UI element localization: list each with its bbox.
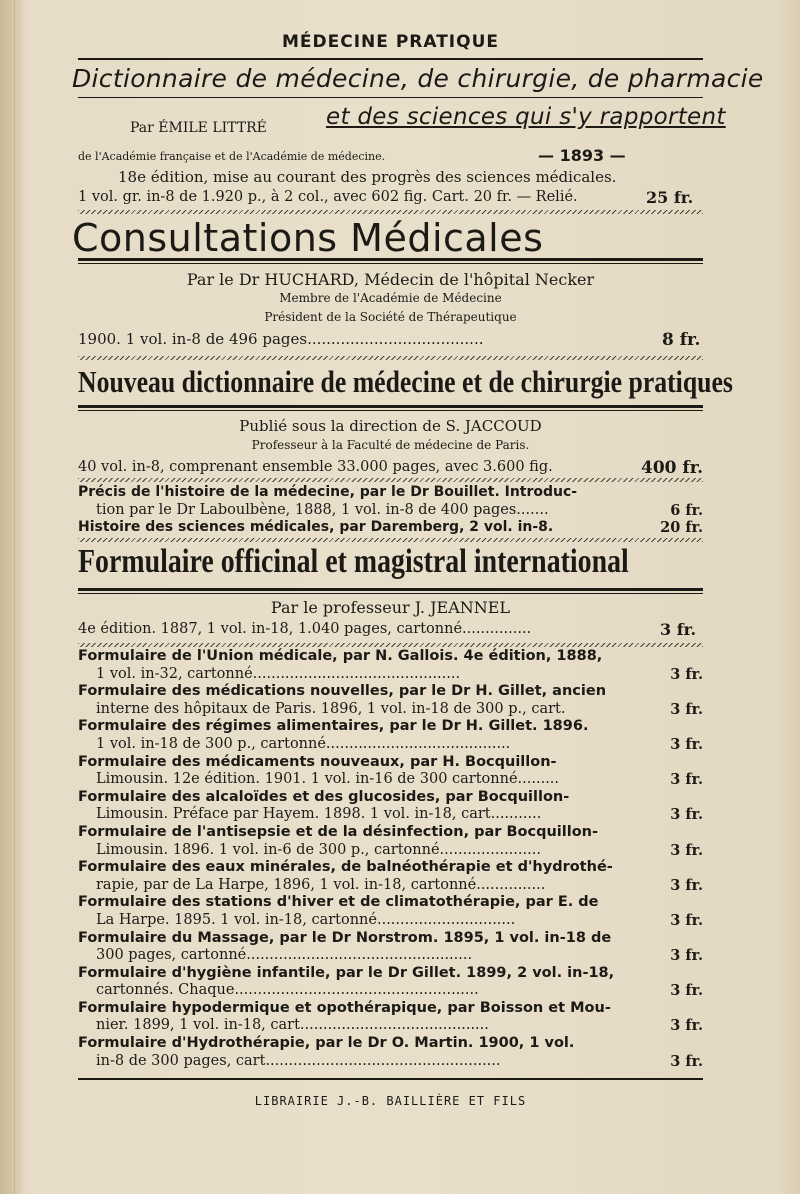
entry-detail-line: 300 pages, cartonné................................................. xyxy=(96,947,473,964)
entry-price: 3 fr. xyxy=(670,911,703,929)
huchard-member: Membre de l'Académie de Médecine xyxy=(279,291,502,305)
entry-title-line: Formulaire du Massage, par le Dr Norstrom. 1895, 1 vol. in-18 de xyxy=(78,929,612,946)
entry-title-line: Formulaire de l'Union médicale, par N. Gallois. 4e édition, 1888, xyxy=(78,648,603,664)
entry-detail-line: Limousin. 12e édition. 1901. 1 vol. in-16 de 300 cartonné......... xyxy=(96,771,560,788)
divider xyxy=(78,478,703,482)
entry-detail-line: 1 vol. in-18 de 300 p., cartonné........................................ xyxy=(96,735,511,752)
jaccoud-format: 40 vol. in-8, comprenant ensemble 33.000 pages, avec 3.600 fig. xyxy=(78,459,553,475)
divider xyxy=(78,405,703,411)
jeannel-title: Formulaire officinal et magistral international xyxy=(78,543,629,580)
divider xyxy=(78,97,703,98)
entry-price: 3 fr. xyxy=(670,806,703,824)
entry-price: 3 fr. xyxy=(670,1017,703,1035)
jeannel-format: 4e édition. 1887, 1 vol. in-18, 1.040 pages, cartonné............... xyxy=(78,621,532,637)
list-item xyxy=(78,789,703,824)
entry-price: 3 fr. xyxy=(670,947,703,965)
entry-price: 3 fr. xyxy=(670,771,703,789)
divider xyxy=(78,356,703,360)
entry-price: 3 fr. xyxy=(670,700,703,718)
entry-detail-line: Limousin. Préface par Hayem. 1898. 1 vol. in-18, cart........... xyxy=(96,806,542,823)
littre-subtitle: et des sciences qui s'y rapportent xyxy=(326,104,726,130)
entry-title-line: Formulaire des eaux minérales, de balnéothérapie et d'hydrothé- xyxy=(78,859,613,876)
entry-detail-line: Limousin. 1896. 1 vol. in-6 de 300 p., cartonné...................... xyxy=(96,841,541,858)
jaccoud-publisher: Publié sous la direction de S. JACCOUD xyxy=(239,417,542,435)
page-fold xyxy=(14,0,15,1194)
list-item xyxy=(78,648,703,683)
entry-price: 3 fr. xyxy=(670,876,703,894)
precis-price: 6 fr. xyxy=(670,501,703,519)
divider xyxy=(78,588,703,594)
huchard-format: 1900. 1 vol. in-8 de 496 pages..................................... xyxy=(78,330,484,348)
publisher-footer: LIBRAIRIE J.-B. BAILLIÈRE ET FILS xyxy=(254,1094,527,1108)
list-item xyxy=(78,718,703,753)
huchard-author: Par le Dr HUCHARD, Médecin de l'hôpital Necker xyxy=(186,270,595,289)
entry-title-line: Formulaire des médications nouvelles, par le Dr H. Gillet, ancien xyxy=(78,683,607,700)
divider xyxy=(78,210,703,214)
littre-price: 25 fr. xyxy=(646,188,694,207)
huchard-president: Président de la Société de Thérapeutique xyxy=(264,310,517,324)
histoire-price: 20 fr. xyxy=(660,519,703,537)
formulaire-list xyxy=(78,648,703,1070)
list-item xyxy=(78,894,703,929)
littre-author: Par ÉMILE LITTRÉ xyxy=(130,120,267,136)
entry-detail-line: in-8 de 300 pages, cart................................................... xyxy=(96,1052,501,1069)
entry-detail-line: interne des hôpitaux de Paris. 1896, 1 vol. in-18 de 300 p., cart. xyxy=(96,700,566,717)
precis-line2: tion par le Dr Laboulbène, 1888, 1 vol. in-8 de 400 pages....... xyxy=(96,501,549,518)
page-header: MÉDECINE PRATIQUE xyxy=(282,32,499,52)
entry-title-line: Formulaire d'hygiène infantile, par le Dr Gillet. 1899, 2 vol. in-18, xyxy=(78,964,615,981)
entry-detail-line: 1 vol. in-32, cartonné............................................. xyxy=(96,665,461,682)
jeannel-author: Par le professeur J. JEANNEL xyxy=(270,598,511,617)
divider xyxy=(78,643,703,647)
littre-edition: 18e édition, mise au courant des progrès des sciences médicales. xyxy=(118,168,617,186)
list-item xyxy=(78,824,703,859)
list-item xyxy=(78,930,703,965)
jaccoud-role: Professeur à la Faculté de médecine de Paris. xyxy=(251,438,530,452)
littre-academy: de l'Académie française et de l'Académie de médecine. xyxy=(78,150,386,163)
histoire-line: Histoire des sciences médicales, par Daremberg, 2 vol. in-8. xyxy=(78,519,554,536)
list-item xyxy=(78,859,703,894)
entry-price: 3 fr. xyxy=(670,1052,703,1070)
littre-title: Dictionnaire de médecine, de chirurgie, de pharmacie xyxy=(72,64,764,93)
jaccoud-price: 400 fr. xyxy=(641,458,704,478)
jeannel-price: 3 fr. xyxy=(660,620,697,639)
entry-price: 3 fr. xyxy=(670,665,703,683)
entry-price: 3 fr. xyxy=(670,735,703,753)
page-edge xyxy=(0,0,22,1194)
entry-title-line: Formulaire des alcaloïdes et des glucosides, par Bocquillon- xyxy=(78,788,570,805)
list-item xyxy=(78,965,703,1000)
divider xyxy=(78,258,703,264)
entry-detail-line: rapie, par de La Harpe, 1896, 1 vol. in-18, cartonné............... xyxy=(96,876,546,893)
entry-title-line: Formulaire des régimes alimentaires, par le Dr H. Gillet. 1896. xyxy=(78,718,589,735)
list-item xyxy=(78,1000,703,1035)
littre-year: — 1893 — xyxy=(538,146,626,165)
entry-title-line: Formulaire des médicaments nouveaux, par H. Bocquillon- xyxy=(78,753,557,770)
entry-detail-line: cartonnés. Chaque..................................................... xyxy=(96,982,479,999)
entry-title-line: Formulaire d'Hydrothérapie, par le Dr O. Martin. 1900, 1 vol. xyxy=(78,1035,575,1052)
entry-title-line: Formulaire de l'antisepsie et de la désinfection, par Bocquillon- xyxy=(78,823,599,840)
huchard-price: 8 fr. xyxy=(662,330,701,350)
entry-detail-line: La Harpe. 1895. 1 vol. in-18, cartonné.............................. xyxy=(96,911,516,928)
littre-format: 1 vol. gr. in-8 de 1.920 p., à 2 col., avec 602 fig. Cart. 20 fr. — Relié. xyxy=(78,189,578,205)
divider xyxy=(78,58,703,60)
entry-title-line: Formulaire hypodermique et opothérapique, par Boisson et Mou- xyxy=(78,999,611,1016)
entry-title-line: Formulaire des stations d'hiver et de climatothérapie, par E. de xyxy=(78,894,599,911)
entry-price: 3 fr. xyxy=(670,841,703,859)
jaccoud-title: Nouveau dictionnaire de médecine et de chirurgie pratiques xyxy=(78,364,733,399)
list-item xyxy=(78,1035,703,1070)
divider xyxy=(78,1078,703,1080)
precis-line1: Précis de l'histoire de la médecine, par le Dr Bouillet. Introduc- xyxy=(78,484,578,500)
entry-price: 3 fr. xyxy=(670,982,703,1000)
list-item xyxy=(78,683,703,718)
huchard-title: Consultations Médicales xyxy=(72,216,544,260)
list-item xyxy=(78,754,703,789)
divider xyxy=(78,538,703,542)
precis-entry xyxy=(78,484,703,537)
entry-detail-line: nier. 1899, 1 vol. in-18, cart......................................... xyxy=(96,1017,489,1034)
